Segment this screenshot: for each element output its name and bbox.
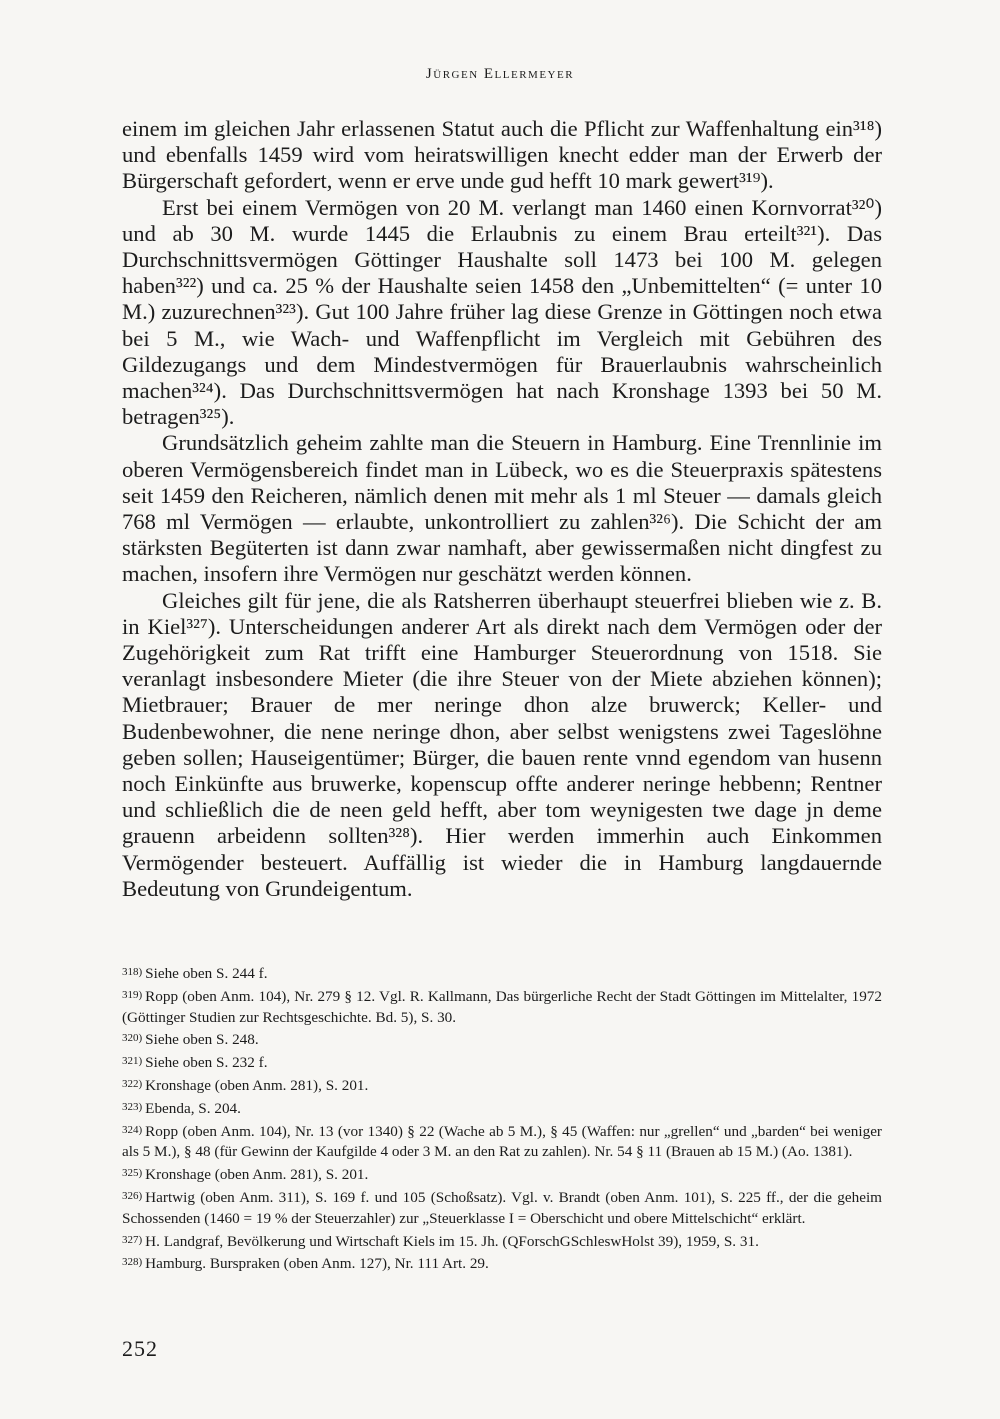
footnote-number: 320) [122, 1032, 143, 1045]
footnote-number: 324) [122, 1123, 143, 1136]
footnote-text: Hartwig (oben Anm. 311), S. 169 f. und 105 (Schoßsatz). Vgl. v. Brandt (oben Anm. 101), S. 225 ff., der die geheim Schossenden (1460 = 19 % der Steuerzahler) zur „Steuerklasse I = Oberschicht und obere Mittelschicht“ erklärt. [122, 1188, 882, 1227]
paragraph: Grundsätzlich geheim zahlte man die Steuern in Hamburg. Eine Trennlinie im oberen Vermögensbereich findet man in Lübeck, wo es die Steuerpraxis spätestens seit 1459 den Reicheren, nämlich denen mit mehr als 1 ml Steuer — damals gleich 768 ml Vermögen — erlaubte, unkontrolliert zu zahlen³²⁶). Die Schicht der am stärksten Begüterten ist dann zwar namhaft, aber gewissermaßen nicht dingfest zu machen, insofern ihre Vermögen nur geschätzt werden können. [122, 430, 882, 587]
footnote [122, 1163, 882, 1186]
footnote-number: 323) [122, 1100, 143, 1113]
footnote-text: Ropp (oben Anm. 104), Nr. 279 § 12. Vgl. R. Kallmann, Das bürgerliche Recht der Stadt Göttingen im Mittelalter, 1972 (Göttinger Studien zur Rechtsgeschichte. Bd. 5), S. 30. [122, 987, 882, 1026]
footnote-number: 325) [122, 1167, 143, 1180]
main-text [122, 116, 882, 902]
footnote-number: 319) [122, 988, 143, 1001]
paragraph: Gleiches gilt für jene, die als Ratsherren überhaupt steuerfrei blieben wie z. B. in Kiel³²⁷). Unterscheidungen anderer Art als direkt nach dem Vermögen oder der Zugehörigkeit zum Rat trifft eine Hamburger Steuerordnung von 1518. Sie veranlagt insbesondere Mieter (die ihre Steuer von der Miete abziehen können); Mietbrauer; Brauer de mer neringe dhon alze bruwerck; Keller- und Budenbewohner, die nene neringe dhon, aber selbst wenigstens zwei Tageslöhne geben sollen; Hauseigentümer; Bürger, die bauen rente vnnd egendom van husenn noch Einkünfte aus bruwerke, kopenscup offte anderer neringe hebbenn; Rentner und schließlich die de neen geld hefft, aber tom weynigesten twe dage jn deme grauenn arbeidenn sollten³²⁸). Hier werden immerhin auch Einkommen Vermögender besteuert. Auffällig ist wieder die in Hamburg langdauernde Bedeutung von Grundeigentum. [122, 587, 882, 901]
footnote-text: Siehe oben S. 244 f. [145, 965, 268, 982]
footnote [122, 1074, 882, 1097]
footnote-text: H. Landgraf, Bevölkerung und Wirtschaft Kiels im 15. Jh. (QForschGSchleswHolst 39), 1959, S. 31. [145, 1232, 759, 1250]
paragraph: einem im gleichen Jahr erlassenen Statut auch die Pflicht zur Waffenhaltung ein³¹⁸) und ebenfalls 1459 wird vom heiratswilligen knecht edder man der Erwerb der Bürgerschaft gefordert, wenn er erve unde gud hefft 10 mark gewert³¹⁹). [122, 116, 882, 194]
footnote-number: 326) [122, 1189, 143, 1202]
footnote-number: 328) [122, 1256, 143, 1269]
footnote-text: Hamburg. Burspraken (oben Anm. 127), Nr. 111 Art. 29. [145, 1255, 489, 1273]
footnote-text: Kronshage (oben Anm. 281), S. 201. [145, 1076, 369, 1094]
running-head: Jürgen Ellermeyer [425, 66, 575, 82]
paragraph: Erst bei einem Vermögen von 20 M. verlangt man 1460 einen Kornvorrat³²⁰) und ab 30 M. wurde 1445 die Erlaubnis zu einem Brau erteilt³²¹). Das Durchschnittsvermögen Göttinger Haushalte soll 1473 bei 100 M. gelegen haben³²²) und ca. 25 % der Haushalte seien 1458 den „Unbemittelten“ (= unter 10 M.) zuzurechnen³²³). Gut 100 Jahre früher lag diese Grenze in Göttingen noch etwa bei 5 M., wie Wach- und Waffenpflicht im Vergleich mit Gebühren des Gildezugangs und dem Mindestvermögen für Brauerlaubnis wahrscheinlich machen³²⁴). Das Durchschnittsvermögen hat nach Kronshage 1393 bei 50 M. betragen³²⁵). [122, 194, 882, 430]
footnote [122, 1252, 882, 1275]
footnote [122, 1097, 882, 1120]
footnote-number: 318) [122, 966, 143, 978]
footnote [122, 1186, 882, 1230]
footnote-number: 322) [122, 1077, 143, 1090]
footnotes [122, 962, 882, 1275]
footnote-text: Siehe oben S. 232 f. [145, 1054, 268, 1072]
footnote [122, 1120, 882, 1164]
footnote [122, 1051, 882, 1074]
page-number: 252 [122, 1336, 158, 1361]
footnote [122, 1230, 882, 1253]
footnote-number: 321) [122, 1055, 143, 1068]
footnote-text: Ebenda, S. 204. [145, 1099, 241, 1117]
footnote [122, 985, 882, 1029]
footnote-text: Kronshage (oben Anm. 281), S. 201. [145, 1166, 369, 1184]
footnote-text: Ropp (oben Anm. 104), Nr. 13 (vor 1340) § 22 (Wache ab 5 M.), § 45 (Waffen: nur „grellen“ und „barden“ bei weniger als 5 M.), § 48 (für Gewinn der Kaufgilde 4 oder 3 M. an den Rat zu zahlen). Nr. 54 § 11 (Brauen ab 15 M.) (Ao. 1381). [122, 1122, 882, 1161]
footnote [122, 962, 882, 985]
footnote [122, 1028, 882, 1051]
footnote-text: Siehe oben S. 248. [145, 1031, 259, 1049]
footnote-number: 327) [122, 1233, 143, 1246]
